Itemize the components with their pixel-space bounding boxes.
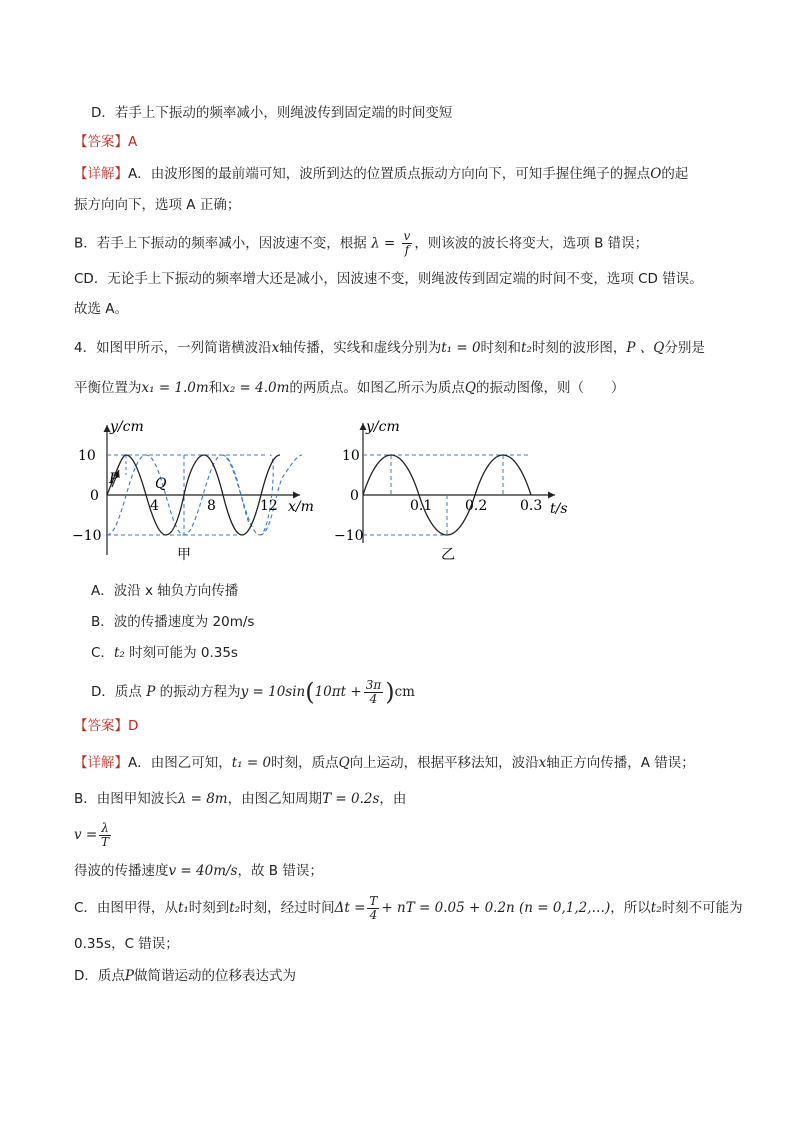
- detail-v-eq: v = 40m/s: [168, 863, 238, 879]
- detail-b-text-2: ，由图乙知周期: [227, 791, 323, 807]
- detail-c-t1: t₁: [177, 900, 189, 916]
- opt-c-t2: t₂: [113, 645, 125, 661]
- q4-t2: t₂: [521, 340, 532, 356]
- q4-stem-line2: [74, 378, 624, 398]
- detail-c-t2: t₂: [229, 900, 241, 916]
- opt-d-text: 的振动方程为: [155, 684, 241, 700]
- q4-x1: x₁ = 1.0m: [141, 380, 209, 396]
- frac-num: 3π: [365, 677, 382, 692]
- three-pi-over-four: [364, 679, 384, 706]
- frac-num: T: [369, 893, 378, 908]
- prev-detail-a-text-2: 的起: [661, 166, 689, 182]
- point-o: O: [650, 166, 662, 182]
- prev-detail-b-text-2: ，则该波的波长将变大，选项 B 错误；: [414, 235, 649, 252]
- opt-d-p: P: [146, 684, 156, 700]
- opt-c-prefix: C．: [91, 645, 114, 661]
- q4-text-4: 时刻的波形图，: [531, 340, 627, 356]
- detail-a-t1: t₁ = 0: [231, 755, 272, 771]
- detail-d-text-2: 做简谐运动的位移表达式为: [134, 968, 296, 984]
- detail-v-formula: [74, 818, 113, 852]
- detail-a-text-3: 向上运动，根据平移法知，波沿: [349, 755, 539, 771]
- answer-value: D: [128, 718, 139, 734]
- detail-c-text-2: 时刻到: [188, 900, 230, 916]
- opt-c-text: 时刻可能为 0.35s: [124, 645, 238, 661]
- option-d: D．质点 P 的振动方程为y = 10sin(10πt + $\frac{3\pi}{4}$ )cm: [91, 677, 415, 706]
- q4-pq: P 、Q: [626, 340, 665, 356]
- q4-text-1: 4．如图甲所示，一列简谐横波沿: [74, 340, 272, 356]
- opt-d-eq1: y = 10sin: [240, 684, 306, 700]
- detail-a-x: x: [538, 755, 547, 771]
- detail-c-eq: + nT = 0.05 + 0.2n (n = 0,1,2,…): [381, 900, 611, 916]
- detail-v-lhs: v =: [74, 827, 98, 843]
- frac-den: T: [101, 834, 110, 849]
- detail-b-text-3: ，由: [379, 791, 407, 807]
- yi-ytick-neg10: −10: [334, 528, 364, 544]
- detail-v-text-2: ，故 B 错误；: [237, 863, 323, 879]
- jia-ytick-10: 10: [78, 448, 96, 464]
- t-over-four-fraction: [367, 895, 379, 922]
- detail-a: [74, 753, 695, 773]
- jia-label-q: Q: [155, 476, 167, 492]
- frac-num: λ: [101, 820, 109, 835]
- jia-xtick-4: 4: [150, 498, 159, 514]
- detail-d-text-1: D．质点: [74, 968, 125, 984]
- q4-text-5: 分别是: [664, 340, 705, 356]
- detail-c-t2b: t₂: [650, 900, 662, 916]
- figure-yi: [330, 415, 590, 565]
- lambda-over-t-fraction: [99, 822, 111, 849]
- frac-num: v: [403, 229, 411, 243]
- jia-ytick-neg10: −10: [72, 528, 102, 544]
- q4-t1: t₁ = 0: [441, 340, 481, 356]
- detail-c-text-4: ，所以: [610, 900, 651, 916]
- prev-detail-label: 【详解】: [74, 166, 128, 182]
- yi-xtick-02: 0.2: [465, 498, 488, 514]
- prev-conclusion: 故选 A。: [74, 301, 129, 317]
- yi-xlabel: t/s: [550, 501, 568, 517]
- detail-b: [74, 789, 406, 809]
- prev-detail-a-line1: [74, 164, 688, 184]
- detail-c-dt: Δt =: [334, 900, 366, 916]
- q4-x2: x₂ = 4.0m: [222, 380, 290, 396]
- detail-v-text-1: 得波的传播速度: [74, 863, 169, 879]
- jia-ytick-0: 0: [90, 488, 99, 504]
- q4-text-6: 平衡位置为: [74, 380, 142, 396]
- detail-c-text-5: 时刻不可能为: [661, 900, 743, 916]
- detail-a-text-4: 轴正方向传播，A 错误；: [546, 755, 695, 771]
- option-c: [91, 643, 238, 663]
- yi-ylabel: y/cm: [366, 419, 400, 435]
- jia-xtick-12: 12: [260, 498, 278, 514]
- detail-c-text-3: 时刻，经过时间: [240, 900, 335, 916]
- option-b: B．波的传播速度为 20m/s: [91, 614, 255, 630]
- yi-ytick-10: 10: [342, 448, 360, 464]
- lambda-eq: λ =: [371, 235, 396, 252]
- yi-caption: 乙: [441, 547, 455, 563]
- q4-q: Q: [464, 380, 476, 396]
- detail-c-line2: 0.35s，C 错误；: [74, 936, 179, 952]
- prev-answer-label: 【答案】: [74, 134, 128, 150]
- prev-detail-a-line2: 振方向向下，选项 A 正确；: [74, 197, 241, 213]
- detail-b-lambda: λ = 8m: [177, 791, 228, 807]
- jia-xtick-8: 8: [207, 498, 216, 514]
- detail-d: [74, 966, 296, 986]
- detail-a-q: Q: [338, 755, 350, 771]
- q4-text-3: 时刻和: [480, 340, 522, 356]
- yi-xtick-03: 0.3: [520, 498, 543, 514]
- jia-caption: 甲: [177, 547, 191, 563]
- option-a: A．波沿 x 轴负方向传播: [91, 583, 239, 599]
- q4-x: x: [271, 340, 280, 356]
- q4-stem-line1: [74, 338, 705, 358]
- yi-xtick-01: 0.1: [410, 498, 433, 514]
- prev-detail-b-text: B．若手上下振动的频率减小，因波速不变，根据: [74, 235, 367, 252]
- opt-d-unit: cm: [394, 684, 415, 700]
- frac-den: 4: [369, 691, 378, 706]
- prev-detail-cd: CD．无论手上下振动的频率增大还是减小，因波速不变，则绳波传到固定端的时间不变，选项 CD 错误。: [74, 271, 703, 287]
- detail-a-text-1: A．由图乙可知，: [128, 755, 232, 771]
- frac-den: f: [404, 243, 410, 257]
- prev-option-d: D．若手上下振动的频率减小，则绳波传到固定端的时间变短: [91, 105, 453, 121]
- detail-d-p: P: [124, 968, 134, 984]
- answer: [74, 716, 138, 736]
- detail-b-period: T = 0.2s: [322, 791, 380, 807]
- prev-answer: [74, 132, 137, 152]
- frac-den: 4: [369, 907, 378, 922]
- yi-ytick-0: 0: [350, 488, 359, 504]
- detail-label: 【详解】: [74, 755, 128, 771]
- answer-label: 【答案】: [74, 718, 128, 734]
- v-over-f-fraction: [402, 230, 413, 257]
- q4-text-2: 轴传播，实线和虚线分别为: [279, 340, 442, 356]
- prev-answer-value: A: [128, 134, 138, 150]
- detail-a-text-2: 时刻，质点: [271, 755, 339, 771]
- jia-xlabel: x/m: [288, 499, 314, 515]
- jia-ylabel: y/cm: [110, 419, 144, 435]
- detail-b-text-1: B．由图甲知波长: [74, 791, 178, 807]
- detail-c-line1: [74, 891, 743, 925]
- q4-text-7: 和: [208, 380, 223, 396]
- q4-text-9: 的振动图像，则（ ）: [475, 380, 625, 396]
- jia-label-p: P: [109, 471, 119, 487]
- opt-d-eq2: 10πt +: [314, 684, 362, 700]
- prev-detail-a-text: A．由波形图的最前端可知，波所到达的位置质点振动方向向下，可知手握住绳子的握点: [128, 166, 651, 182]
- figure-jia: [70, 415, 330, 565]
- opt-d-prefix: D．质点: [91, 684, 147, 700]
- detail-v-result: [74, 861, 323, 881]
- q4-text-8: 的两质点。如图乙所示为质点: [289, 380, 465, 396]
- prev-detail-b: [74, 230, 648, 257]
- detail-c-text-1: C．由图甲得，从: [74, 900, 178, 916]
